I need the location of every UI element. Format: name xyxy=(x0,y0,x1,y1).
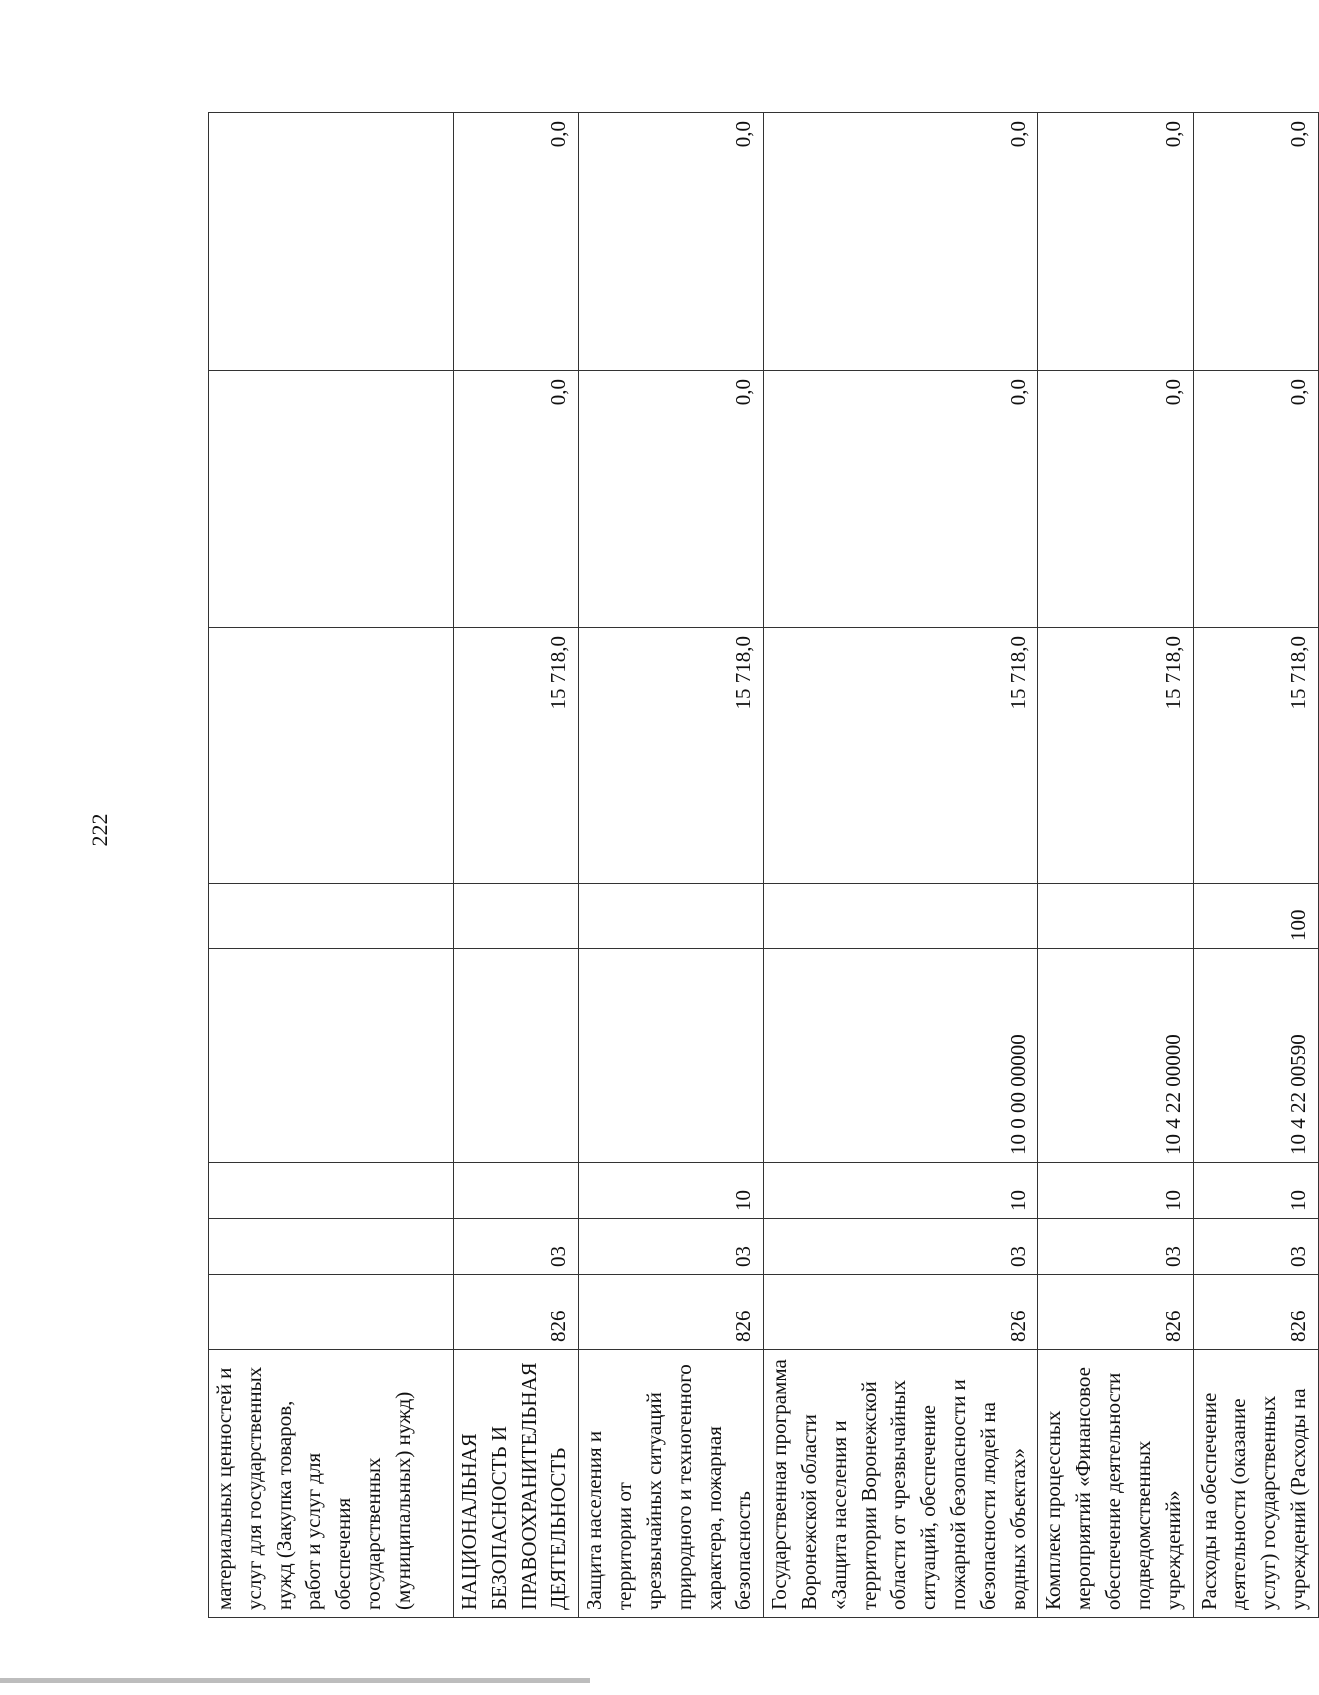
row-name-cell: НАЦИОНАЛЬНАЯ БЕЗОПАСНОСТЬ И ПРАВООХРАНИТЕЛЬНАЯ ДЕЯТЕЛЬНОСТЬ xyxy=(454,1350,579,1618)
amount-year-3-cell: 0,0 xyxy=(579,113,764,371)
row-name-cell: материальных ценностей и услуг для государственных нужд (Закупка товаров, работ и услуг для обеспечения государственных (муниципальных) нужд) xyxy=(209,1350,454,1618)
table-row xyxy=(454,113,579,1618)
expense-type-cell xyxy=(764,884,1038,949)
amount-year-3-cell: 0,0 xyxy=(764,113,1038,371)
table-row xyxy=(1038,113,1193,1618)
budget-table-region xyxy=(208,113,1310,1618)
target-article-cell: 10 4 22 00590 xyxy=(1193,949,1318,1163)
row-name-cell: Комплекс процессных мероприятий «Финансовое обеспечение деятельности подведомственных учреждений» xyxy=(1038,1350,1193,1618)
subsection-code-cell: 10 xyxy=(764,1163,1038,1219)
amount-year-3-cell: 0,0 xyxy=(1193,113,1318,371)
amount-year-1-cell: 15 718,0 xyxy=(1038,628,1193,884)
table-row xyxy=(579,113,764,1618)
budget-table xyxy=(208,112,1319,1618)
section-code-cell xyxy=(209,1219,454,1275)
section-code-cell: 03 xyxy=(454,1219,579,1275)
amount-year-2-cell: 0,0 xyxy=(579,371,764,628)
target-article-cell xyxy=(579,949,764,1163)
ministry-code-cell: 826 xyxy=(764,1275,1038,1350)
section-code-cell: 03 xyxy=(579,1219,764,1275)
subsection-code-cell: 10 xyxy=(1038,1163,1193,1219)
expense-type-cell xyxy=(579,884,764,949)
scan-edge-line xyxy=(0,1678,590,1683)
amount-year-3-cell xyxy=(209,113,454,371)
row-name-cell: Государственная программа Воронежской области «Защита населения и территории Воронежской области от чрезвычайных ситуаций, обеспечение пожарной безопасности и безопасности людей на водных объектах» xyxy=(764,1350,1038,1618)
expense-type-cell xyxy=(1038,884,1193,949)
target-article-cell xyxy=(209,949,454,1163)
ministry-code-cell: 826 xyxy=(454,1275,579,1350)
amount-year-1-cell: 15 718,0 xyxy=(764,628,1038,884)
amount-year-2-cell: 0,0 xyxy=(1193,371,1318,628)
subsection-code-cell xyxy=(454,1163,579,1219)
amount-year-1-cell xyxy=(209,628,454,884)
ministry-code-cell: 826 xyxy=(1038,1275,1193,1350)
amount-year-3-cell: 0,0 xyxy=(454,113,579,371)
section-code-cell: 03 xyxy=(1038,1219,1193,1275)
page-number: 222 xyxy=(87,813,112,847)
subsection-code-cell: 10 xyxy=(1193,1163,1318,1219)
section-code-cell: 03 xyxy=(1193,1219,1318,1275)
expense-type-cell: 100 xyxy=(1193,884,1318,949)
amount-year-1-cell: 15 718,0 xyxy=(579,628,764,884)
amount-year-2-cell: 0,0 xyxy=(1038,371,1193,628)
row-name-cell: Расходы на обеспечение деятельности (оказание услуг) государственных учреждений (Расходы на xyxy=(1193,1350,1318,1618)
target-article-cell xyxy=(454,949,579,1163)
expense-type-cell xyxy=(209,884,454,949)
amount-year-1-cell: 15 718,0 xyxy=(454,628,579,884)
table-row xyxy=(1193,113,1318,1618)
amount-year-1-cell: 15 718,0 xyxy=(1193,628,1318,884)
ministry-code-cell xyxy=(209,1275,454,1350)
ministry-code-cell: 826 xyxy=(579,1275,764,1350)
subsection-code-cell: 10 xyxy=(579,1163,764,1219)
section-code-cell: 03 xyxy=(764,1219,1038,1275)
subsection-code-cell xyxy=(209,1163,454,1219)
amount-year-2-cell: 0,0 xyxy=(764,371,1038,628)
expense-type-cell xyxy=(454,884,579,949)
table-row xyxy=(209,113,454,1618)
row-name-cell: Защита населения и территории от чрезвычайных ситуаций природного и техногенного характера, пожарная безопасность xyxy=(579,1350,764,1618)
amount-year-2-cell: 0,0 xyxy=(454,371,579,628)
ministry-code-cell: 826 xyxy=(1193,1275,1318,1350)
amount-year-3-cell: 0,0 xyxy=(1038,113,1193,371)
target-article-cell: 10 4 22 00000 xyxy=(1038,949,1193,1163)
target-article-cell: 10 0 00 00000 xyxy=(764,949,1038,1163)
table-row xyxy=(764,113,1038,1618)
amount-year-2-cell xyxy=(209,371,454,628)
